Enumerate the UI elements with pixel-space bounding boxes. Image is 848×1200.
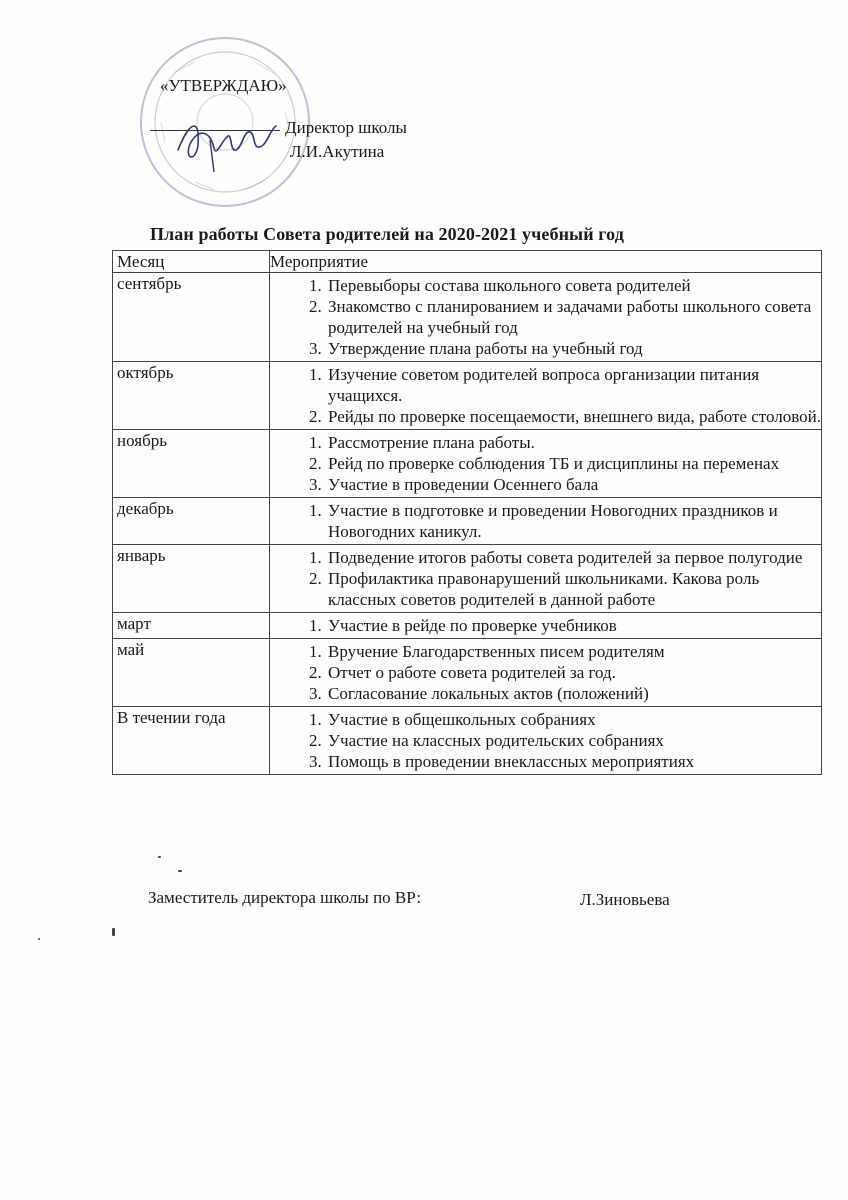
- director-name: Л.И.Акутина: [290, 142, 385, 161]
- table-row: [113, 707, 822, 775]
- event-item: 1. Рассмотрение плана работы.: [326, 432, 821, 453]
- director-signature-icon: [170, 100, 280, 180]
- events-cell: [270, 707, 822, 775]
- event-item: 1. Участие в подготовке и проведении Новогодних праздников и Новогодних каникул.: [326, 500, 821, 542]
- month-cell: январь: [113, 545, 270, 613]
- event-item: 3. Участие в проведении Осеннего бала: [326, 474, 821, 495]
- month-cell: ноябрь: [113, 430, 270, 498]
- event-item: 3. Согласование локальных актов (положений): [326, 683, 821, 704]
- event-list: [270, 709, 821, 772]
- scan-speck: [178, 870, 182, 872]
- signature-line: [150, 130, 280, 131]
- events-cell: [270, 273, 822, 362]
- scan-speck: [158, 856, 161, 858]
- table-row: [113, 273, 822, 362]
- month-cell: март: [113, 613, 270, 639]
- events-cell: [270, 613, 822, 639]
- events-cell: [270, 498, 822, 545]
- events-cell: [270, 639, 822, 707]
- scan-speck: [112, 928, 115, 936]
- header-month: Месяц: [113, 251, 270, 273]
- event-item: 2. Участие на классных родительских собраниях: [326, 730, 821, 751]
- event-list: [270, 641, 821, 704]
- event-item: 3. Помощь в проведении внеклассных мероприятиях: [326, 751, 821, 772]
- table-row: [113, 545, 822, 613]
- table-header-row: [113, 251, 822, 273]
- event-item: 2. Профилактика правонарушений школьниками. Какова роль классных советов родителей в данной работе: [326, 568, 821, 610]
- scan-speck: [38, 938, 40, 940]
- header-event: Мероприятие: [270, 251, 822, 273]
- event-item: 3. Утверждение плана работы на учебный год: [326, 338, 821, 359]
- table-row: [113, 498, 822, 545]
- event-item: 1. Участие в рейде по проверке учебников: [326, 615, 821, 636]
- month-cell: декабрь: [113, 498, 270, 545]
- deputy-role: Заместитель директора школы по ВР:: [148, 888, 422, 907]
- month-cell: сентябрь: [113, 273, 270, 362]
- table-row: [113, 639, 822, 707]
- event-list: [270, 615, 821, 636]
- event-list: [270, 275, 821, 359]
- event-list: [270, 547, 821, 610]
- table-row: [113, 362, 822, 430]
- event-item: 1. Изучение советом родителей вопроса организации питания учащихся.: [326, 364, 821, 406]
- events-cell: [270, 362, 822, 430]
- event-list: [270, 432, 821, 495]
- events-cell: [270, 430, 822, 498]
- director-position: Директор школы: [285, 118, 407, 137]
- event-item: 2. Рейд по проверке соблюдения ТБ и дисциплины на переменах: [326, 453, 821, 474]
- deputy-name: Л.Зиновьева: [580, 890, 670, 909]
- approval-heading: «УТВЕРЖДАЮ»: [160, 76, 287, 95]
- event-item: 1. Вручение Благодарственных писем родителям: [326, 641, 821, 662]
- document-title: План работы Совета родителей на 2020-2021 учебный год: [150, 224, 624, 244]
- event-item: 1. Участие в общешкольных собраниях: [326, 709, 821, 730]
- table-row: [113, 430, 822, 498]
- month-cell: май: [113, 639, 270, 707]
- table-row: [113, 613, 822, 639]
- event-item: 1. Перевыборы состава школьного совета родителей: [326, 275, 821, 296]
- event-list: [270, 364, 821, 427]
- events-cell: [270, 545, 822, 613]
- event-item: 2. Отчет о работе совета родителей за год.: [326, 662, 821, 683]
- month-cell: В течении года: [113, 707, 270, 775]
- event-item: 2. Рейды по проверке посещаемости, внешнего вида, работе столовой.: [326, 406, 821, 427]
- plan-table: [112, 250, 822, 775]
- event-item: 1. Подведение итогов работы совета родителей за первое полугодие: [326, 547, 821, 568]
- month-cell: октябрь: [113, 362, 270, 430]
- event-item: 2. Знакомство с планированием и задачами работы школьного совета родителей на учебный год: [326, 296, 821, 338]
- event-list: [270, 500, 821, 542]
- plan-table-body: [113, 273, 822, 775]
